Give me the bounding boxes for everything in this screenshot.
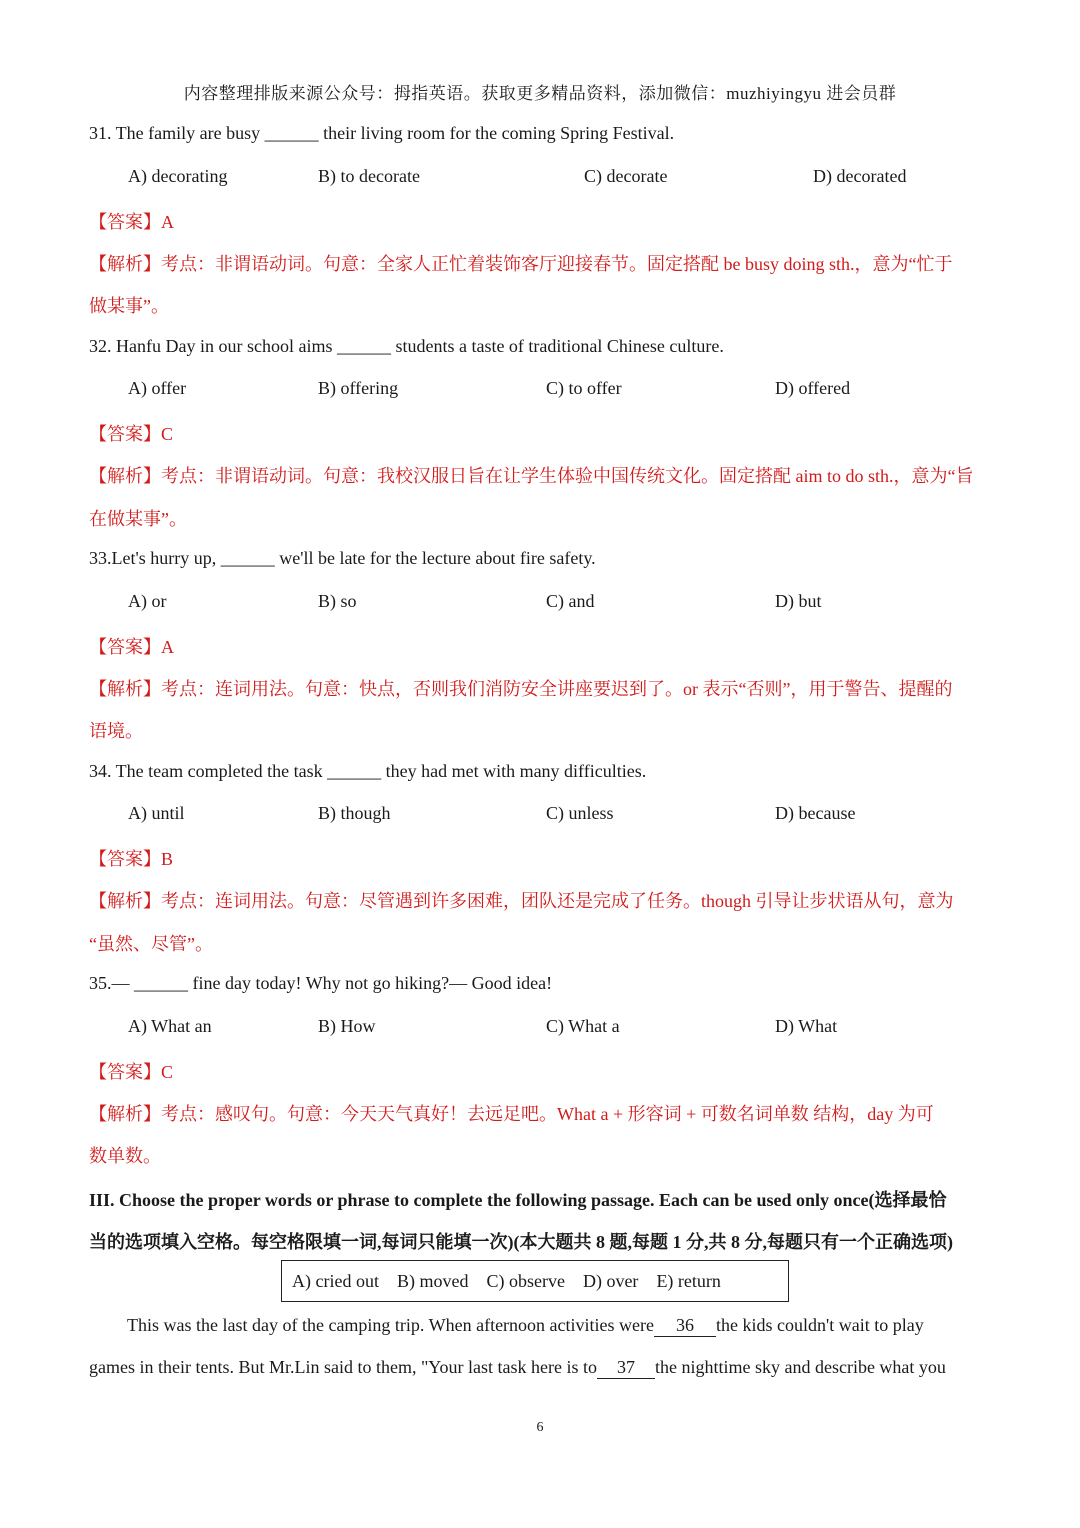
q31-analysis-line1: 【解析】考点：非谓语动词。句意：全家人正忙着装饰客厅迎接春节。固定搭配 be busy doing sth.，意为“忙于: [89, 254, 953, 274]
blank-36[interactable]: 36: [654, 1316, 716, 1337]
passage-text: the kids couldn't wait to play: [716, 1315, 924, 1335]
q32-answer: 【答案】C: [89, 424, 174, 444]
question-34-stem: 34. The team completed the task ______ they had met with many difficulties.: [89, 761, 647, 781]
word-bank-item-d: D) over: [582, 1270, 639, 1291]
q32-analysis-line2: 在做某事”。: [89, 509, 187, 529]
q35-option-c: C) What a: [546, 1016, 620, 1036]
passage-line-2: [89, 1357, 1003, 1379]
q31-analysis-line2: 做某事”。: [89, 296, 169, 316]
section3-instructions-line1: III. Choose the proper words or phrase to complete the following passage. Each can be used only once(选择最恰: [89, 1190, 947, 1210]
passage-text: the nighttime sky and describe what you: [654, 1357, 946, 1377]
q35-option-d: D) What: [775, 1016, 838, 1036]
q33-option-d: D) but: [775, 591, 822, 611]
word-bank-item-a: A) cried out: [292, 1270, 379, 1291]
q35-option-b: B) How: [318, 1016, 376, 1036]
word-bank-item-b: B) moved: [396, 1270, 469, 1291]
q33-answer: 【答案】A: [89, 637, 174, 657]
passage-text: This was the last day of the camping trip. When afternoon activities were: [127, 1315, 655, 1335]
q34-option-a: A) until: [128, 803, 185, 823]
q32-option-a: A) offer: [128, 378, 187, 398]
q31-option-c: C) decorate: [584, 166, 668, 186]
section3-instructions-line2: 当的选项填入空格。每空格限填一词,每词只能填一次)(本大题共 8 题,每题 1 分,共 8 分,每题只有一个正确选项): [89, 1232, 953, 1252]
q34-answer: 【答案】B: [89, 849, 174, 869]
q32-option-d: D) offered: [775, 378, 851, 398]
q33-option-b: B) so: [318, 591, 357, 611]
question-35-stem: 35.— ______ fine day today! Why not go hiking?— Good idea!: [89, 973, 553, 993]
q32-option-b: B) offering: [318, 378, 399, 398]
word-bank-item-c: C) observe: [486, 1270, 565, 1291]
q35-analysis-line1: 【解析】考点：感叹句。句意：今天天气真好！去远足吧。What a + 形容词 + 可数名词单数 结构，day 为可: [89, 1104, 934, 1124]
page-number: 6: [536, 1420, 544, 1435]
q33-option-a: A) or: [128, 591, 167, 611]
q34-analysis-line1: 【解析】考点：连词用法。句意：尽管遇到许多困难，团队还是完成了任务。though 引导让步状语从句，意为: [89, 891, 954, 911]
q34-option-b: B) though: [318, 803, 391, 823]
passage-text: games in their tents. But Mr.Lin said to them, "Your last task here is to: [89, 1357, 597, 1377]
q35-option-a: A) What an: [128, 1016, 212, 1036]
q35-answer: 【答案】C: [89, 1062, 174, 1082]
q33-analysis-line2: 语境。: [89, 721, 143, 741]
q33-analysis-line1: 【解析】考点：连词用法。句意：快点，否则我们消防安全讲座要迟到了。or 表示“否则”，用于警告、提醒的: [89, 679, 953, 699]
q32-option-c: C) to offer: [546, 378, 622, 398]
word-bank-item-e: E) return: [656, 1270, 721, 1291]
q34-option-c: C) unless: [546, 803, 614, 823]
passage-line-1: [89, 1315, 1003, 1337]
q34-option-d: D) because: [775, 803, 856, 823]
q31-option-b: B) to decorate: [318, 166, 420, 186]
question-31-stem: 31. The family are busy ______ their living room for the coming Spring Festival.: [89, 123, 675, 143]
q35-analysis-line2: 数单数。: [89, 1146, 161, 1166]
page-header: 内容整理排版来源公众号：拇指英语。获取更多精品资料，添加微信：muzhiyingyu 进会员群: [183, 84, 897, 103]
q34-analysis-line2: “虽然、尽管”。: [89, 934, 213, 954]
q31-answer: 【答案】A: [89, 212, 174, 232]
word-bank: [281, 1260, 789, 1302]
question-33-stem: 33.Let's hurry up, ______ we'll be late for the lecture about fire safety.: [89, 548, 596, 568]
q32-analysis-line1: 【解析】考点：非谓语动词。句意：我校汉服日旨在让学生体验中国传统文化。固定搭配 aim to do sth.，意为“旨: [89, 466, 974, 486]
q33-option-c: C) and: [546, 591, 595, 611]
q31-option-a: A) decorating: [128, 166, 228, 186]
q31-option-d: D) decorated: [813, 166, 907, 186]
question-32-stem: 32. Hanfu Day in our school aims ______ students a taste of traditional Chinese culture.: [89, 336, 724, 356]
blank-37[interactable]: 37: [597, 1358, 655, 1379]
